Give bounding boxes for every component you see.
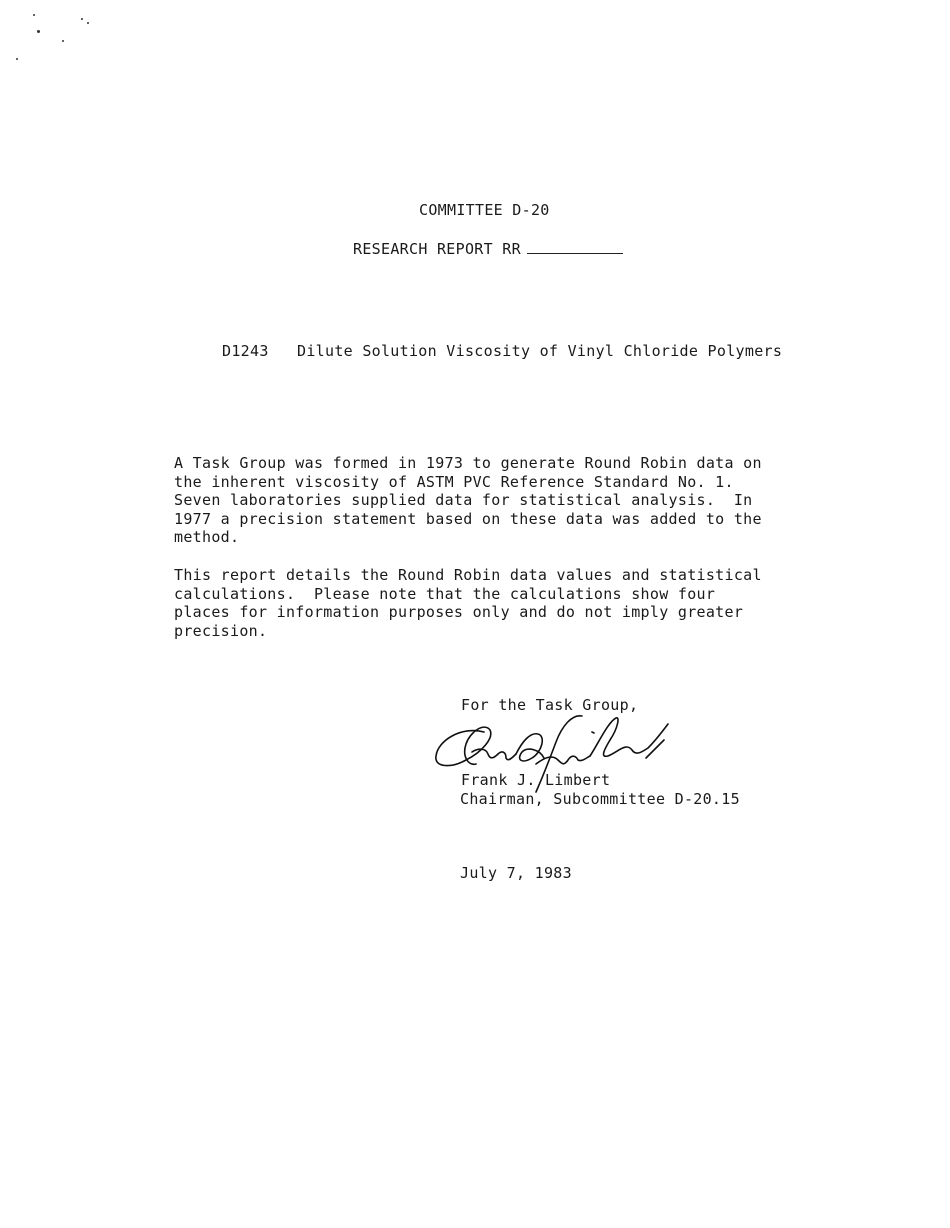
text-line: places for information purposes only and do not imply greater [174, 603, 744, 621]
report-number-blank [527, 239, 623, 254]
scan-speck [87, 22, 89, 24]
text-line: precision. [174, 621, 268, 640]
signer-title: Chairman, Subcommittee D-20.15 [460, 790, 740, 808]
closing-line: For the Task Group, [461, 696, 639, 714]
scan-speck [81, 18, 83, 20]
scan-speck [33, 14, 35, 16]
text-line: Seven laboratories supplied data for statistical analysis. In [174, 491, 753, 509]
text-line: A Task Group was formed in 1973 to generate Round Robin data on [174, 454, 762, 472]
research-report-label: RESEARCH REPORT RR [353, 240, 521, 258]
report-date: July 7, 1983 [460, 864, 572, 882]
text-line: method. [174, 528, 240, 546]
standard-title: Dilute Solution Viscosity of Vinyl Chloride Polymers [297, 342, 783, 360]
paragraph-report-details [174, 566, 784, 640]
scan-speck [62, 40, 64, 42]
standard-designation: D1243 [222, 342, 269, 360]
committee-heading: COMMITTEE D-20 [419, 201, 550, 219]
text-line: calculations. Please note that the calculations show four [174, 584, 716, 603]
paragraph-background [174, 454, 784, 547]
text-line: 1977 a precision statement based on these data was added to the [174, 509, 762, 528]
text-line: the inherent viscosity of ASTM PVC Reference Standard No. 1. [174, 472, 734, 491]
signer-name: Frank J. Limbert [461, 771, 611, 789]
scan-speck [16, 58, 18, 60]
scan-speck [37, 30, 40, 33]
research-report-line [353, 239, 623, 258]
text-line: This report details the Round Robin data values and statistical [174, 566, 762, 584]
